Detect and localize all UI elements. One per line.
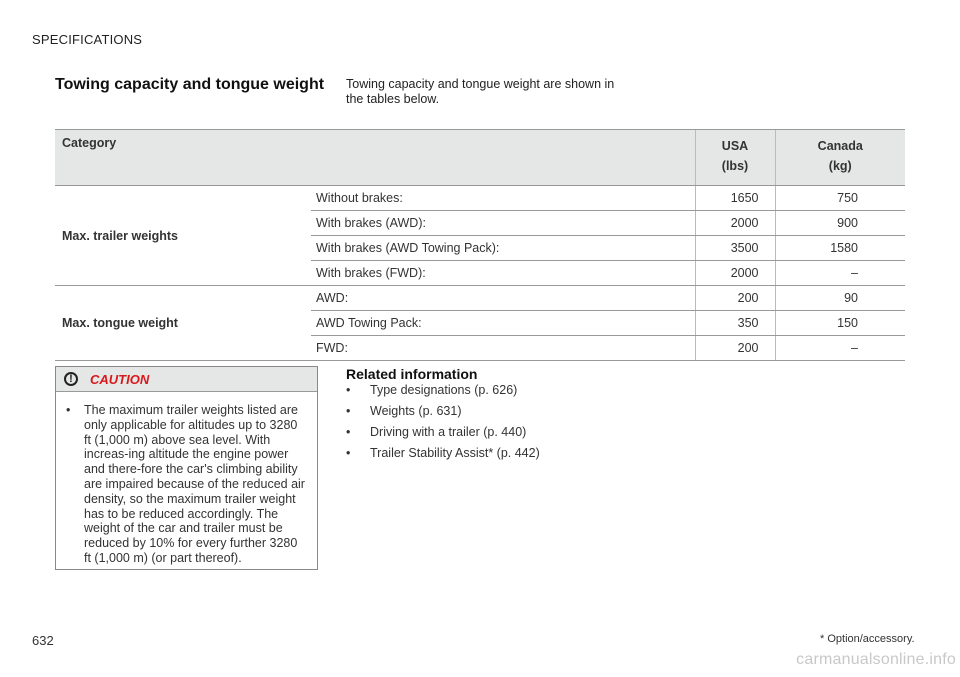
row-label: AWD Towing Pack: [311, 311, 695, 336]
row-label: AWD: [311, 286, 695, 311]
intro-text: Towing capacity and tongue weight are shown in the tables below. [346, 77, 615, 106]
row-label: Without brakes: [311, 186, 695, 211]
bullet: • [346, 446, 351, 460]
canada-value: 900 [775, 211, 905, 236]
usa-value: 3500 [695, 236, 775, 261]
exclamation-icon: ! [64, 372, 78, 386]
related-link[interactable]: Weights (p. 631) [370, 404, 462, 418]
canada-value: 90 [775, 286, 905, 311]
canada-label: Canada [817, 139, 863, 153]
spec-table [55, 129, 905, 361]
row-label: With brakes (AWD Towing Pack): [311, 236, 695, 261]
usa-unit: (lbs) [721, 159, 749, 173]
related-title: Related information [346, 366, 478, 382]
group-label: Max. tongue weight [55, 286, 311, 361]
canada-value: – [775, 261, 905, 286]
group-label: Max. trailer weights [55, 186, 311, 286]
list-item[interactable] [346, 404, 540, 425]
usa-value: 200 [695, 336, 775, 361]
canada-unit: (kg) [828, 159, 852, 173]
list-item[interactable] [346, 446, 540, 467]
row-label: With brakes (AWD): [311, 211, 695, 236]
column-header-category: Category [55, 130, 695, 186]
canada-value: 150 [775, 311, 905, 336]
canada-value: 750 [775, 186, 905, 211]
related-link[interactable]: Type designations (p. 626) [370, 383, 518, 397]
column-header-usa [695, 130, 775, 186]
table-row [55, 186, 905, 211]
usa-value: 2000 [695, 211, 775, 236]
list-item[interactable] [346, 383, 540, 404]
table-row [55, 286, 905, 311]
related-link[interactable]: Driving with a trailer (p. 440) [370, 425, 527, 439]
footnote: * Option/accessory. [820, 633, 915, 645]
related-link[interactable]: Trailer Stability Assist* (p. 442) [370, 446, 540, 460]
bullet: • [346, 383, 351, 397]
caution-header [56, 367, 317, 392]
usa-label: USA [721, 139, 749, 153]
usa-value: 2000 [695, 261, 775, 286]
usa-value: 350 [695, 311, 775, 336]
usa-value: 1650 [695, 186, 775, 211]
caution-text: The maximum trailer weights listed are only applicable for altitudes up to 3280 ft (1,000 m) above sea level. With increas-ing altitude the engine power and there-fore the car's climbing ability are impaired because of the reduced air density, so the maximum trailer weight has to be reduced accordingly. The weight of the car and trailer must be reduced by 10% for every further 3280 ft (1,000 m) (or part thereof). [84, 403, 305, 565]
caution-body [56, 392, 317, 566]
bullet: • [346, 425, 351, 439]
page-heading: Towing capacity and tongue weight [55, 76, 325, 93]
caution-title: CAUTION [90, 371, 150, 387]
watermark: carmanualsonline.info [796, 651, 956, 668]
bullet: • [346, 404, 351, 418]
section-header: SPECIFICATIONS [32, 32, 143, 47]
related-list [346, 383, 540, 467]
row-label: FWD: [311, 336, 695, 361]
canada-value: 1580 [775, 236, 905, 261]
row-label: With brakes (FWD): [311, 261, 695, 286]
page-number: 632 [32, 633, 54, 648]
usa-value: 200 [695, 286, 775, 311]
bullet: • [66, 403, 71, 417]
caution-box [55, 366, 318, 570]
list-item[interactable] [346, 425, 540, 446]
column-header-canada [775, 130, 905, 186]
canada-value: – [775, 336, 905, 361]
table-header-row [55, 130, 905, 186]
